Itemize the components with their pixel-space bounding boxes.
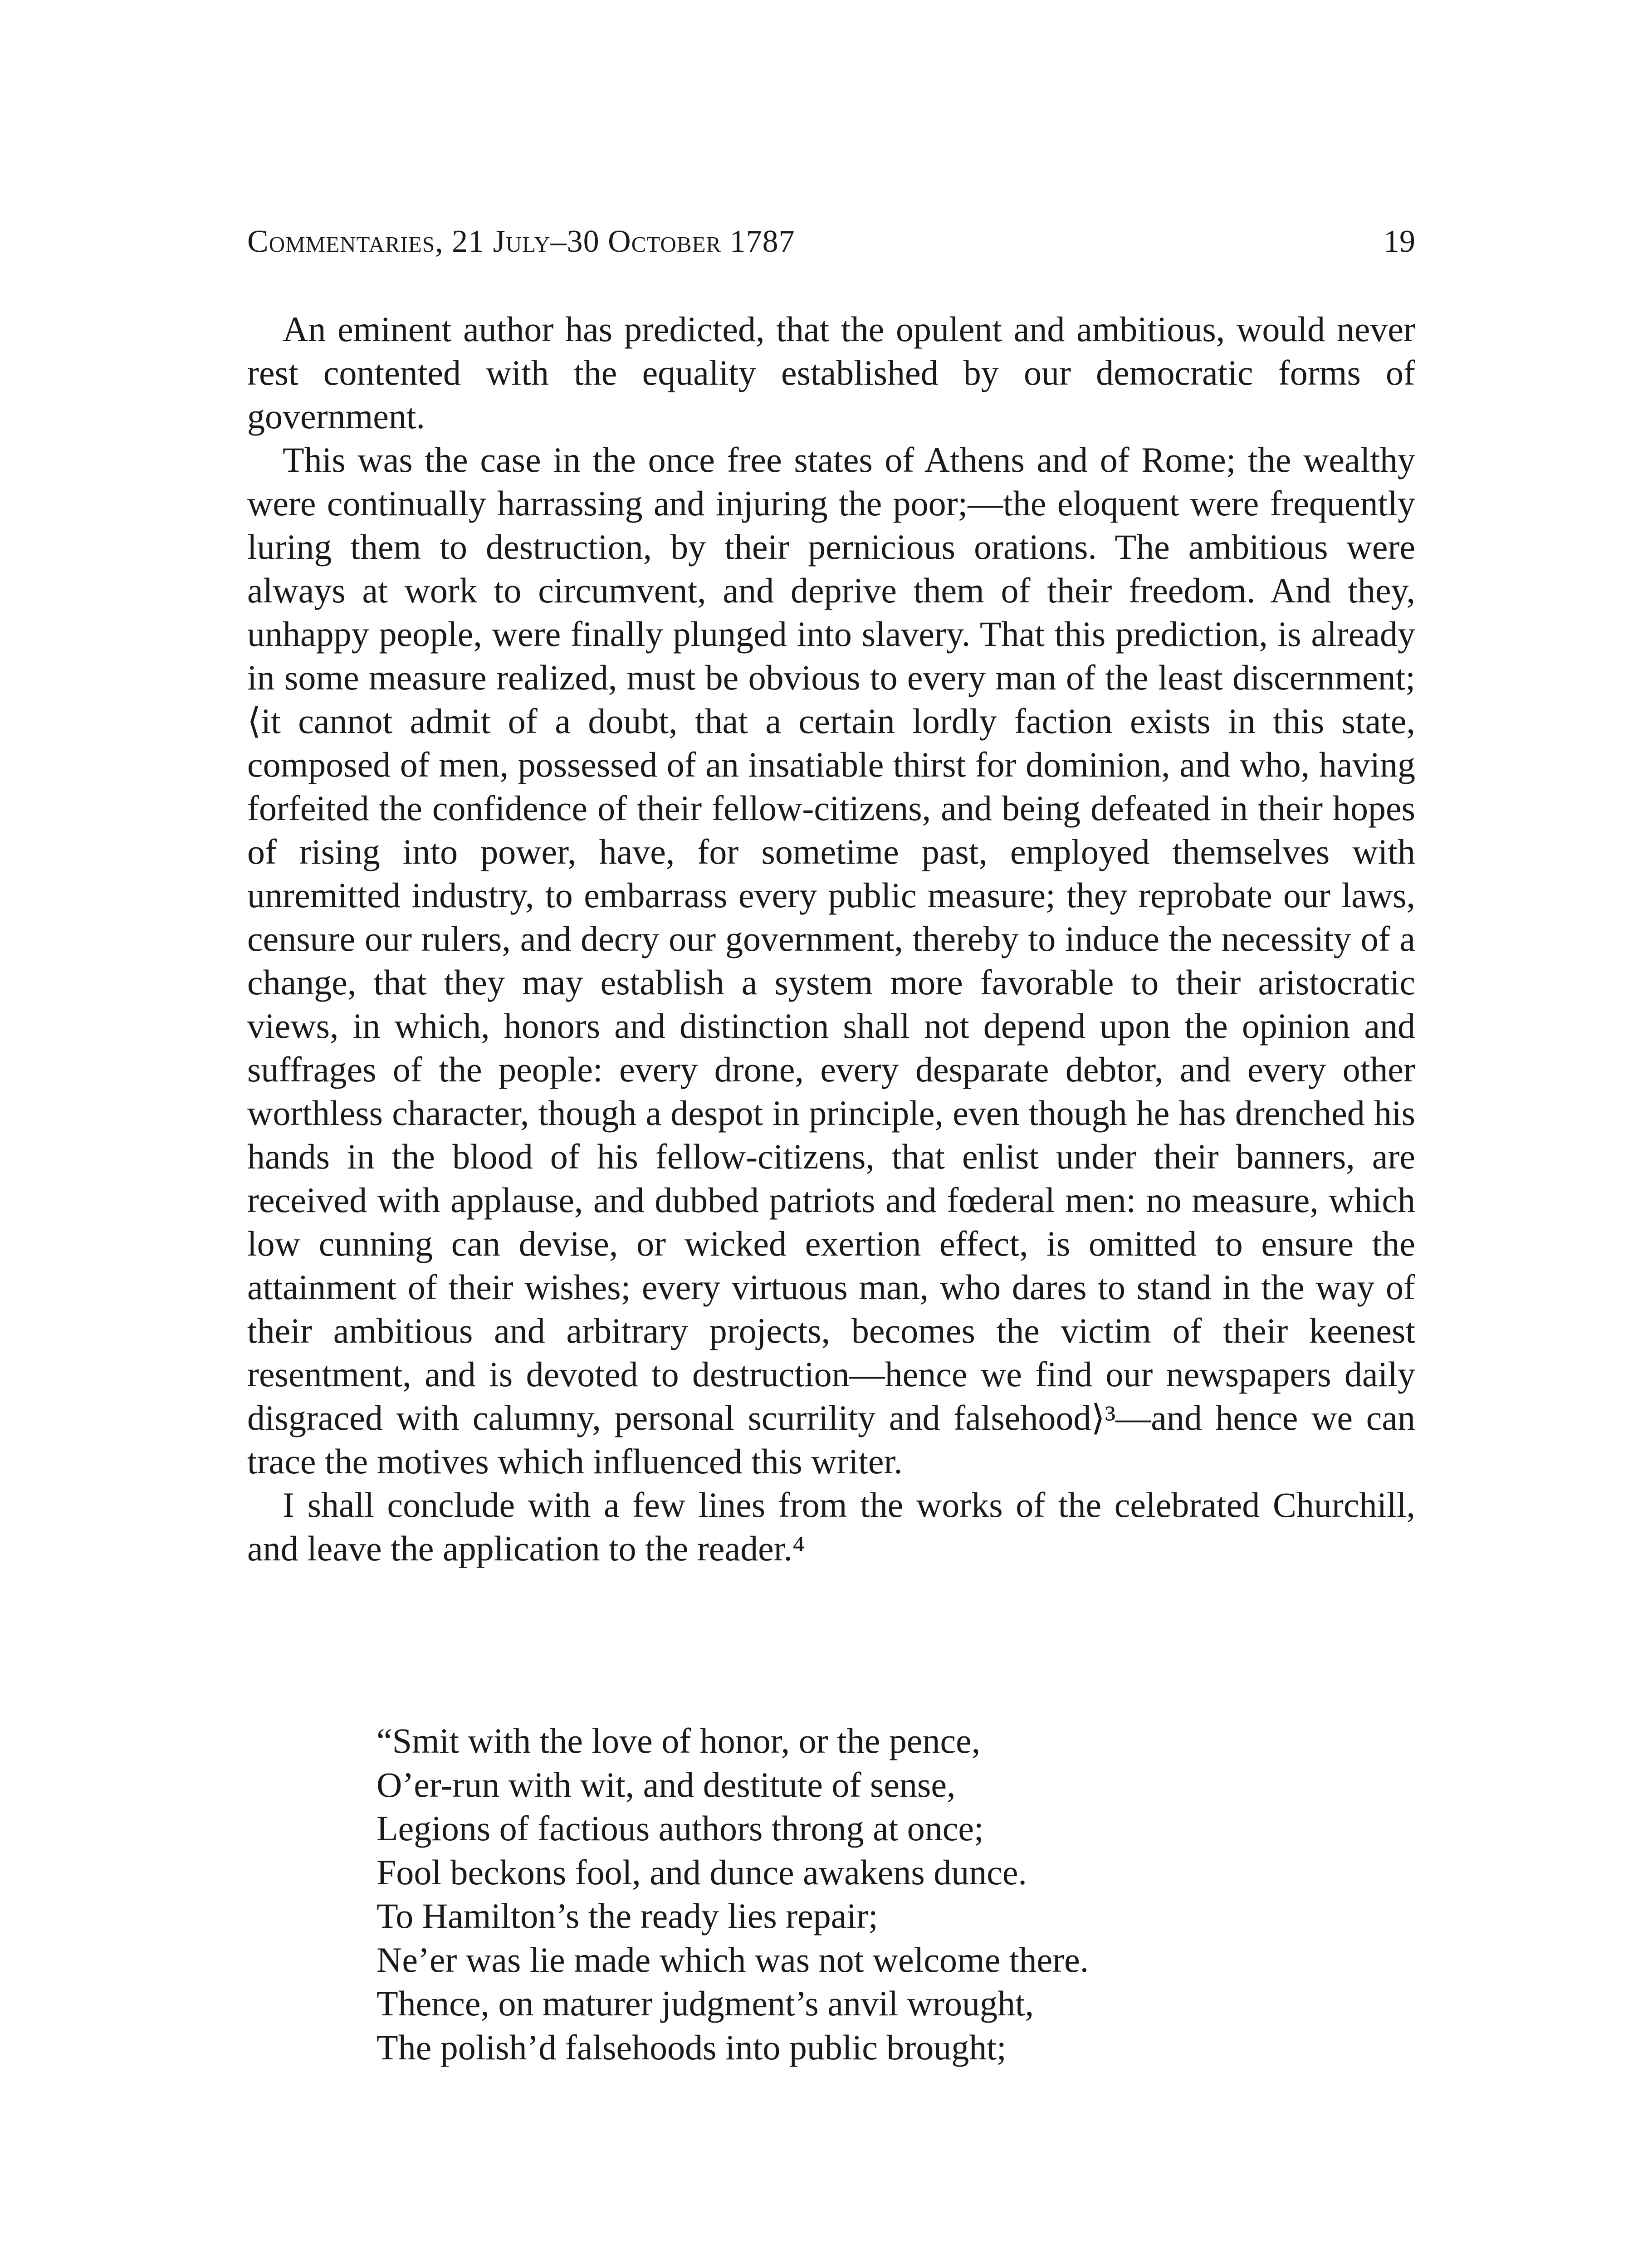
verse-line: Ne’er was lie made which was not welcome there. <box>376 1940 1089 1980</box>
running-title: Commentaries, 21 July–30 October 1787 <box>247 224 795 259</box>
paragraph-1: An eminent author has predicted, that the opulent and ambitious, would never rest contented with the equality established by our democratic forms of government. <box>247 309 1415 436</box>
running-head <box>247 221 1415 262</box>
verse-line: Legions of factious authors throng at once; <box>376 1809 984 1848</box>
paragraph-3: I shall conclude with a few lines from the works of the celebrated Churchill, and leave the application to the reader.⁴ <box>247 1485 1415 1568</box>
paragraph-2: This was the case in the once free states of Athens and of Rome; the wealthy were continually harrassing and injuring the poor;—the eloquent were frequently luring them to destruction, by their pernicious orations. The ambitious were always at work to circumvent, and deprive them of their freedom. And they, unhappy people, were finally plunged into slavery. That this prediction, is already in some measure realized, must be obvious to every man of the least discernment; ⟨it cannot admit of a doubt, that a certain lordly faction exists in this state, composed of men, possessed of an insatiable thirst for dominion, and who, having forfeited the confidence of their fellow-citizens, and being defeated in their hopes of rising into power, have, for sometime past, employed themselves with unremitted industry, to embarrass every public measure; they reprobate our laws, censure our rulers, and decry our government, thereby to induce the necessity of a change, that they may establish a system more favorable to their aristocratic views, in which, honors and distinction shall not depend upon the opinion and suffrages of the people: every drone, every desparate debtor, and every other worthless character, though a despot in principle, even though he has drenched his hands in the blood of his fellow-citizens, that enlist under their banners, are received with applause, and dubbed patriots and fœderal men: no measure, which low cunning can devise, or wicked exertion effect, is omitted to ensure the attainment of their wishes; every virtuous man, who dares to stand in the way of their ambitious and arbitrary projects, becomes the victim of their keenest resentment, and is devoted to destruction—hence we find our newspapers daily disgraced with calumny, personal scurrility and falsehood⟩³—and hence we can trace the motives which influenced this writer. <box>247 440 1415 1481</box>
page-number: 19 <box>1384 224 1415 259</box>
verse-line: To Hamilton’s the ready lies repair; <box>376 1896 878 1936</box>
verse-line: The polish’d falsehoods into public brought; <box>376 2027 1007 2067</box>
verse-quotation <box>376 1719 1420 2069</box>
verse-line: O’er-run with wit, and destitute of sense, <box>376 1765 956 1804</box>
verse-line: Fool beckons fool, and dunce awakens dunce. <box>376 1852 1027 1892</box>
verse-line: Thence, on maturer judgment’s anvil wrought, <box>376 1984 1034 2023</box>
verse-line: “Smit with the love of honor, or the pence, <box>376 1721 981 1760</box>
body-text <box>247 308 1415 1570</box>
